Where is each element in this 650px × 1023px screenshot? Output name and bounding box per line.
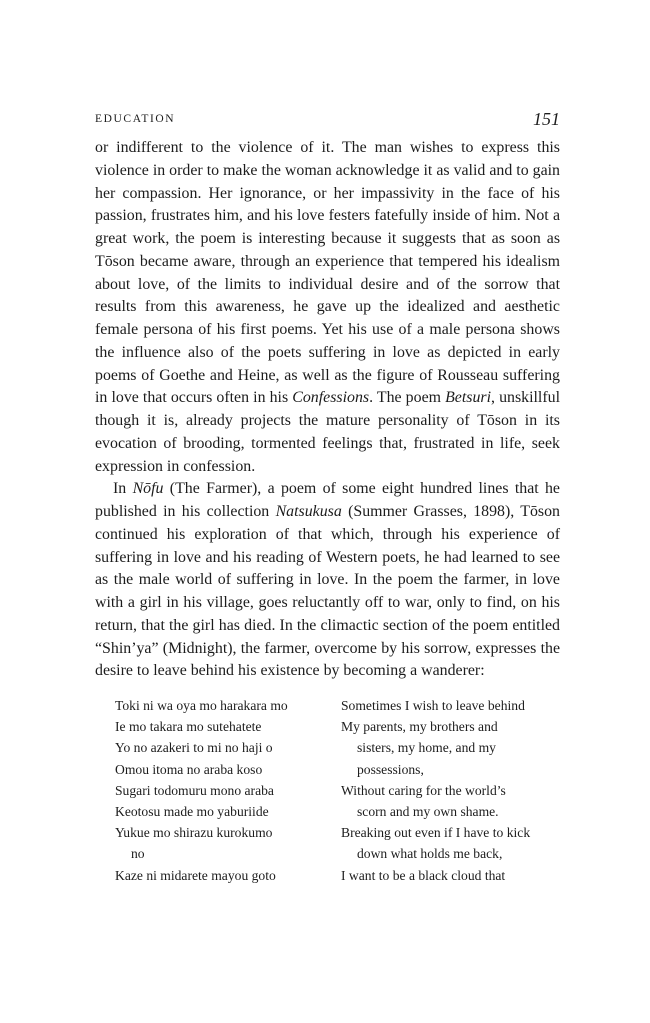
text-run: (The Farmer), a poem of some eight hundred lines that he published in his collection: [95, 480, 560, 520]
verse-line-japanese: Ie mo takara mo sutehatete: [115, 719, 262, 735]
verse-line-japanese: Yo no azakeri to mi no haji o: [115, 740, 273, 756]
poem-title: Nōfu: [132, 480, 164, 498]
verse-block: [115, 695, 575, 886]
text-run: or indifferent to the violence of it. The man wishes to express this violence in order to make the woman acknowledge it as valid and to gain her compassion. Her ignorance, or her impassivity in the face of his passion, frustrates him, and his love festers fatefully inside of him. Not a great work, the poem is interesting because it suggests that as soon as Tōson became aware, through an experience that tempered his idealism about love, of the limits to individual desire and of the sorrow that results from this awareness, he gave up the idealized and aesthetic female persona of his first poems. Yet his use of a male persona shows the influence also of the poets suffering in love as depicted in early poems of Goethe and Heine, as well as the figure of Rousseau suffering in love that occurs often in his: [95, 139, 560, 407]
verse-line-english: possessions,: [357, 761, 424, 777]
verse-row: [115, 801, 575, 822]
verse-row: [115, 822, 575, 843]
text-run: In: [113, 480, 133, 498]
verse-line-english: sisters, my home, and my: [357, 740, 496, 756]
poem-title: Betsuri: [445, 389, 491, 407]
verse-row: [115, 716, 575, 737]
page-header: [95, 110, 560, 134]
verse-line-english: Breaking out even if I have to kick: [341, 825, 531, 841]
verse-line-japanese: Kaze ni midarete mayou goto: [115, 867, 276, 883]
paragraph: [95, 478, 560, 683]
verse-line-english: scorn and my own shame.: [357, 803, 499, 819]
verse-line-japanese: no: [131, 846, 145, 862]
verse-line-english: I want to be a black cloud that: [341, 867, 506, 883]
body-text: [95, 137, 560, 683]
verse-line-japanese: Toki ni wa oya mo harakara mo: [115, 698, 288, 713]
running-head: EDUCATION: [95, 113, 176, 125]
paragraph: [95, 137, 560, 478]
verse-line-english: My parents, my brothers and: [341, 719, 498, 735]
verse-row: [115, 737, 575, 758]
page-number: 151: [533, 109, 560, 129]
verse-row: [115, 759, 575, 780]
verse-line-japanese: Yukue mo shirazu kurokumo: [115, 825, 273, 841]
verse-line-english: down what holds me back,: [357, 846, 503, 862]
text-run: , unskillful though it is, already projects the mature personality of Tōson in its evocation of brooding, tormented feelings that, frustrated in life, seek expression in confession.: [95, 389, 560, 475]
verse-line-japanese: Keotosu made mo yaburiide: [115, 803, 269, 819]
verse-line-english: Without caring for the world’s: [341, 782, 506, 798]
text-run: . The poem: [369, 389, 446, 407]
book-title: Confessions: [292, 389, 370, 407]
verse-line-english: Sometimes I wish to leave behind: [341, 698, 525, 713]
text-run: (Summer Grasses, 1898), Tōson continued his exploration of that which, through his experience of suffering in love and his reading of Western poets, he had learned to see as the male world of suffering in love. In the poem the farmer, in love with a girl in his village, goes reluctantly off to war, only to find, on his return, that the girl has died. In the climactic section of the poem entitled “Shin’ya” (Midnight), the farmer, overcome by his sorrow, expresses the desire to leave behind his existence by becoming a wanderer:: [95, 503, 560, 680]
verse-row: [115, 843, 575, 864]
verse-line-japanese: Sugari todomuru mono araba: [115, 782, 274, 798]
verse-row: [115, 695, 575, 716]
verse-row: [115, 865, 575, 886]
verse-row: [115, 780, 575, 801]
verse-line-japanese: Omou itoma no araba koso: [115, 761, 263, 777]
collection-title: Natsukusa: [275, 503, 342, 520]
